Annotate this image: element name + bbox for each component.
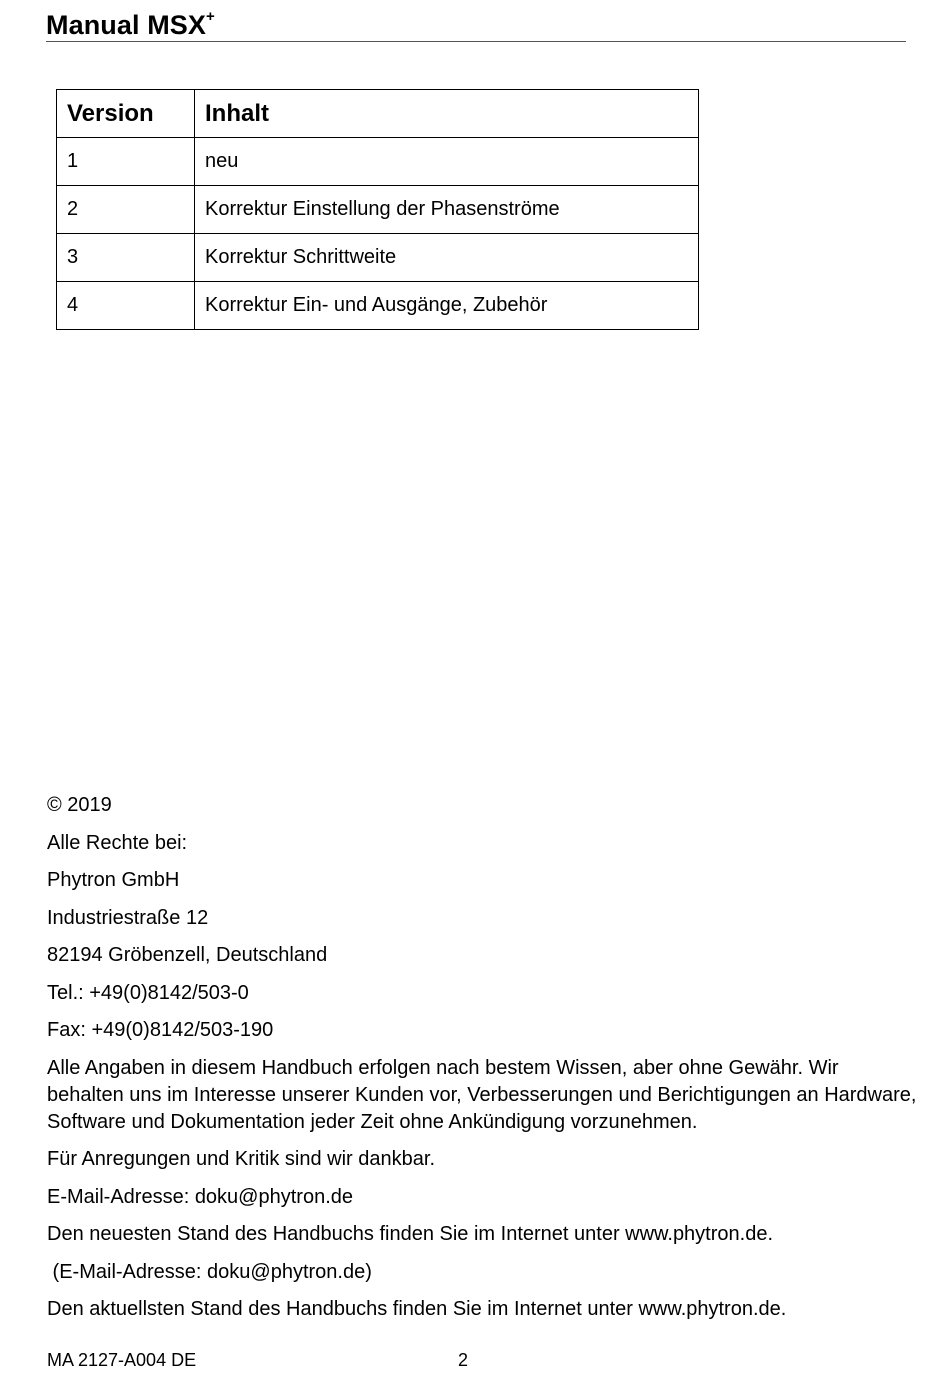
version-table-header-row [57,90,699,138]
version-table [56,89,699,330]
footer-document-id: MA 2127-A004 DE [47,1350,197,1370]
table-row [57,282,699,330]
email-line: E-Mail-Adresse: doku@phytron.de [47,1185,353,1208]
company-name: Phytron GmbH [47,869,180,891]
table-row [57,234,699,282]
version-cell: 3 [57,234,195,282]
city-address: 82194 Gröbenzell, Deutschland [47,944,328,966]
rights-line: Alle Rechte bei: [47,831,188,854]
version-column-header: Version [57,90,195,138]
legal-section [47,792,917,1334]
document-title-superscript: + [206,8,215,25]
email-parenthetical-line: (E-Mail-Adresse: doku@phytron.de) [47,1260,372,1283]
table-row [57,138,699,186]
page-header [46,4,906,42]
latest-version-line: Den neuesten Stand des Handbuchs finden Sie im Internet unter www.phytron.de. [47,1223,774,1245]
fax-line: Fax: +49(0)8142/503-190 [47,1019,274,1041]
content-column-header: Inhalt [195,90,699,138]
content-cell: Korrektur Schrittweite [195,234,699,282]
content-cell: Korrektur Ein- und Ausgänge, Zubehör [195,282,699,330]
telephone-line: Tel.: +49(0)8142/503-0 [47,981,249,1004]
copyright-line: © 2019 [47,794,112,816]
version-cell: 1 [57,138,195,186]
street-address: Industriestraße 12 [47,906,209,929]
table-row [57,186,699,234]
feedback-line: Für Anregungen und Kritik sind wir dankbar. [47,1148,435,1170]
document-title-text: Manual MSX [46,10,207,40]
footer-page-number: 2 [458,1350,469,1370]
content-cell: neu [195,138,699,186]
disclaimer-paragraph: Alle Angaben in diesem Handbuch erfolgen nach bestem Wissen, aber ohne Gewähr. Wir behalten uns im Interesse unserer Kunden vor, Verbesserungen und Berichtigungen an Hardware, Software und Dokumentation jeder Zeit ohne Ankündigung vorzunehmen. [47,1056,917,1133]
content-cell: Korrektur Einstellung der Phasenströme [195,186,699,234]
version-cell: 4 [57,282,195,330]
current-version-line: Den aktuellsten Stand des Handbuchs finden Sie im Internet unter www.phytron.de. [47,1298,787,1320]
document-title [46,4,906,41]
version-cell: 2 [57,186,195,234]
